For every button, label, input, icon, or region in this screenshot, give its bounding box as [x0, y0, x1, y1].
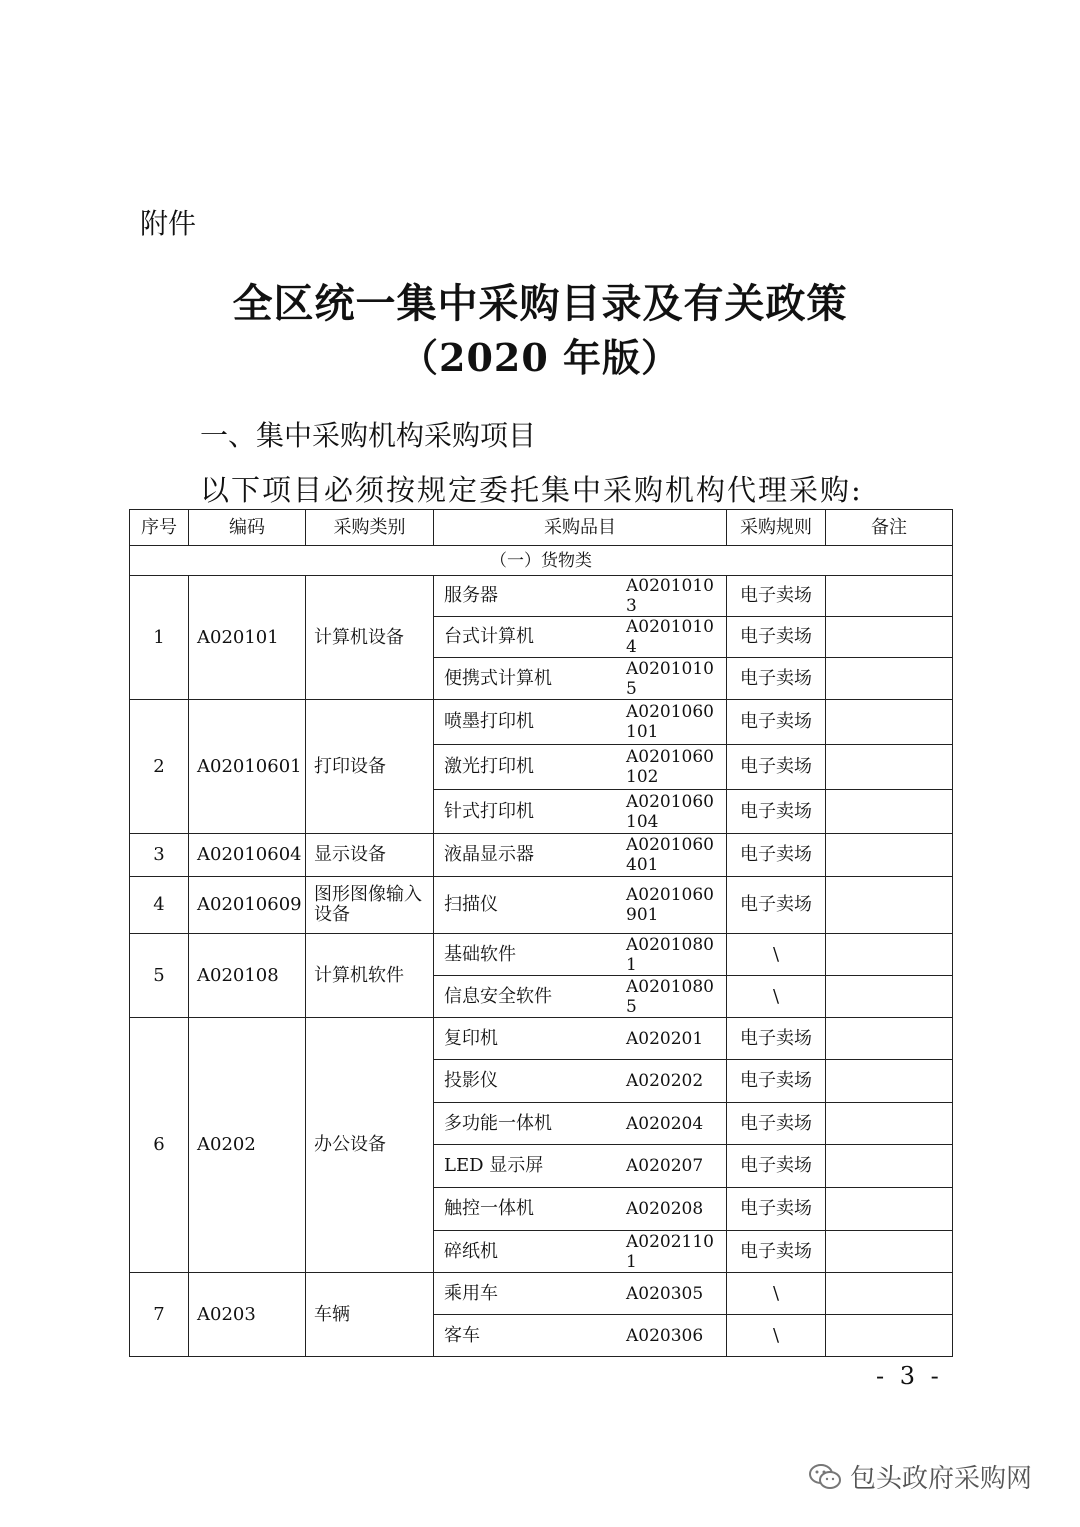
item-cell — [434, 1273, 727, 1315]
wechat-icon — [808, 1463, 842, 1491]
item-code: A02010105 — [626, 658, 714, 699]
procurement-rule: \ — [727, 934, 826, 976]
item-cell — [434, 658, 727, 700]
procurement-rule: 电子卖场 — [727, 576, 826, 617]
remark-cell — [826, 1103, 953, 1145]
item-name: 投影仪 — [444, 1070, 498, 1091]
item-code: A020201 — [626, 1028, 704, 1049]
remark-cell — [826, 877, 953, 934]
category-name: 显示设备 — [306, 834, 434, 877]
procurement-rule: 电子卖场 — [727, 1145, 826, 1188]
table-row — [130, 877, 953, 934]
watermark — [808, 1458, 1032, 1495]
procurement-rule: \ — [727, 1315, 826, 1357]
item-code: A0201060901 — [626, 885, 714, 925]
item-name: 信息安全软件 — [444, 985, 552, 1007]
category-name: 打印设备 — [306, 700, 434, 834]
row-number: 6 — [130, 1018, 189, 1273]
item-code: A0201060102 — [626, 747, 714, 787]
item-cell — [434, 576, 727, 617]
category-code: A02010604 — [189, 834, 306, 877]
item-cell — [434, 745, 727, 790]
procurement-rule: \ — [727, 976, 826, 1018]
procurement-rule: 电子卖场 — [727, 834, 826, 877]
item-cell — [434, 617, 727, 658]
remark-cell — [826, 1273, 953, 1315]
item-name: 喷墨打印机 — [444, 711, 534, 732]
item-code: A02010801 — [626, 934, 714, 975]
category-name: 计算机设备 — [306, 576, 434, 700]
watermark-text: 包头政府采购网 — [850, 1464, 1033, 1494]
procurement-rule: 电子卖场 — [727, 745, 826, 790]
row-number: 7 — [130, 1273, 189, 1357]
row-number: 1 — [130, 576, 189, 700]
category-code: A020101 — [189, 576, 306, 700]
item-name: 基础软件 — [444, 943, 516, 965]
item-code: A02010805 — [626, 976, 714, 1017]
item-cell — [434, 790, 727, 834]
row-number: 5 — [130, 934, 189, 1018]
item-name: 扫描仪 — [444, 894, 498, 915]
procurement-rule: 电子卖场 — [727, 877, 826, 934]
item-code: A020202 — [626, 1071, 704, 1091]
category-name: 图形图像输入设备 — [306, 877, 434, 934]
item-code: A020208 — [626, 1199, 704, 1219]
item-name: 便携式计算机 — [444, 667, 552, 689]
row-number: 2 — [130, 700, 189, 834]
category-code: A0203 — [189, 1273, 306, 1357]
section-heading: 一、集中采购机构采购项目 — [200, 419, 537, 452]
table-row — [130, 576, 953, 617]
header-cell: 采购类别 — [306, 510, 434, 546]
procurement-rule: 电子卖场 — [727, 1103, 826, 1145]
procurement-catalog-table — [129, 509, 953, 1357]
item-name: 碎纸机 — [444, 1240, 498, 1262]
header-cell: 备注 — [826, 510, 953, 546]
header-cell: 采购规则 — [727, 510, 826, 546]
item-cell — [434, 1231, 727, 1273]
remark-cell — [826, 617, 953, 658]
item-name: LED 显示屏 — [444, 1155, 544, 1176]
group-row — [130, 546, 953, 576]
item-cell — [434, 834, 727, 877]
category-name: 计算机软件 — [306, 934, 434, 1018]
item-name: 针式打印机 — [444, 800, 534, 822]
attachment-label: 附件 — [140, 207, 197, 240]
item-cell — [434, 1188, 727, 1231]
remark-cell — [826, 1188, 953, 1231]
item-name: 客车 — [444, 1324, 480, 1346]
procurement-rule: 电子卖场 — [727, 1231, 826, 1273]
item-code: A020207 — [626, 1156, 704, 1176]
table-row — [130, 700, 953, 745]
item-cell — [434, 1315, 727, 1357]
item-cell — [434, 1060, 727, 1103]
item-cell — [434, 1145, 727, 1188]
item-name: 液晶显示器 — [444, 844, 534, 865]
item-code: A020306 — [626, 1325, 704, 1346]
procurement-rule: 电子卖场 — [727, 700, 826, 745]
remark-cell — [826, 934, 953, 976]
procurement-rule: 电子卖场 — [727, 790, 826, 834]
procurement-rule: 电子卖场 — [727, 1188, 826, 1231]
category-code: A02010601 — [189, 700, 306, 834]
item-name: 复印机 — [444, 1027, 498, 1049]
item-name: 触控一体机 — [444, 1198, 534, 1219]
table-header-row — [130, 510, 953, 546]
header-cell: 编码 — [189, 510, 306, 546]
category-code: A020108 — [189, 934, 306, 1018]
item-code: A020305 — [626, 1283, 704, 1304]
table-row — [130, 1273, 953, 1315]
page-number: - 3 - — [876, 1362, 943, 1390]
remark-cell — [826, 834, 953, 877]
procurement-rule: 电子卖场 — [727, 617, 826, 658]
document-subtitle: （2020 年版） — [400, 335, 680, 380]
item-name: 台式计算机 — [444, 626, 534, 647]
header-cell: 序号 — [130, 510, 189, 546]
remark-cell — [826, 1145, 953, 1188]
header-cell: 采购品目 — [434, 510, 727, 546]
item-code: A02010103 — [626, 576, 714, 616]
item-code: A020204 — [626, 1113, 704, 1134]
item-cell — [434, 934, 727, 976]
item-name: 乘用车 — [444, 1282, 498, 1304]
item-code: A0201060401 — [626, 835, 714, 875]
item-name: 激光打印机 — [444, 756, 534, 777]
category-code: A02010609 — [189, 877, 306, 934]
procurement-rule: 电子卖场 — [727, 658, 826, 700]
item-cell — [434, 1018, 727, 1060]
procurement-rule: \ — [727, 1273, 826, 1315]
item-code: A0201060104 — [626, 791, 714, 832]
table-row — [130, 834, 953, 877]
remark-cell — [826, 1315, 953, 1357]
table-row — [130, 1018, 953, 1060]
table-row — [130, 934, 953, 976]
intro-text: 以下项目必须按规定委托集中采购机构代理采购: — [200, 473, 863, 507]
category-name: 办公设备 — [306, 1018, 434, 1273]
remark-cell — [826, 745, 953, 790]
procurement-rule: 电子卖场 — [727, 1060, 826, 1103]
remark-cell — [826, 1018, 953, 1060]
item-name: 服务器 — [444, 585, 498, 606]
procurement-rule: 电子卖场 — [727, 1018, 826, 1060]
item-cell — [434, 976, 727, 1018]
item-cell — [434, 877, 727, 934]
category-name: 车辆 — [306, 1273, 434, 1357]
row-number: 4 — [130, 877, 189, 934]
item-code: A02021101 — [626, 1231, 714, 1272]
item-cell — [434, 700, 727, 745]
remark-cell — [826, 700, 953, 745]
row-number: 3 — [130, 834, 189, 877]
item-name: 多功能一体机 — [444, 1112, 552, 1134]
document-title: 全区统一集中采购目录及有关政策 — [232, 280, 848, 327]
group-label: （一）货物类 — [130, 546, 953, 576]
remark-cell — [826, 1060, 953, 1103]
item-code: A02010104 — [626, 617, 714, 657]
category-code: A0202 — [189, 1018, 306, 1273]
remark-cell — [826, 1231, 953, 1273]
remark-cell — [826, 790, 953, 834]
item-cell — [434, 1103, 727, 1145]
remark-cell — [826, 976, 953, 1018]
remark-cell — [826, 576, 953, 617]
item-code: A0201060101 — [626, 702, 714, 742]
remark-cell — [826, 658, 953, 700]
